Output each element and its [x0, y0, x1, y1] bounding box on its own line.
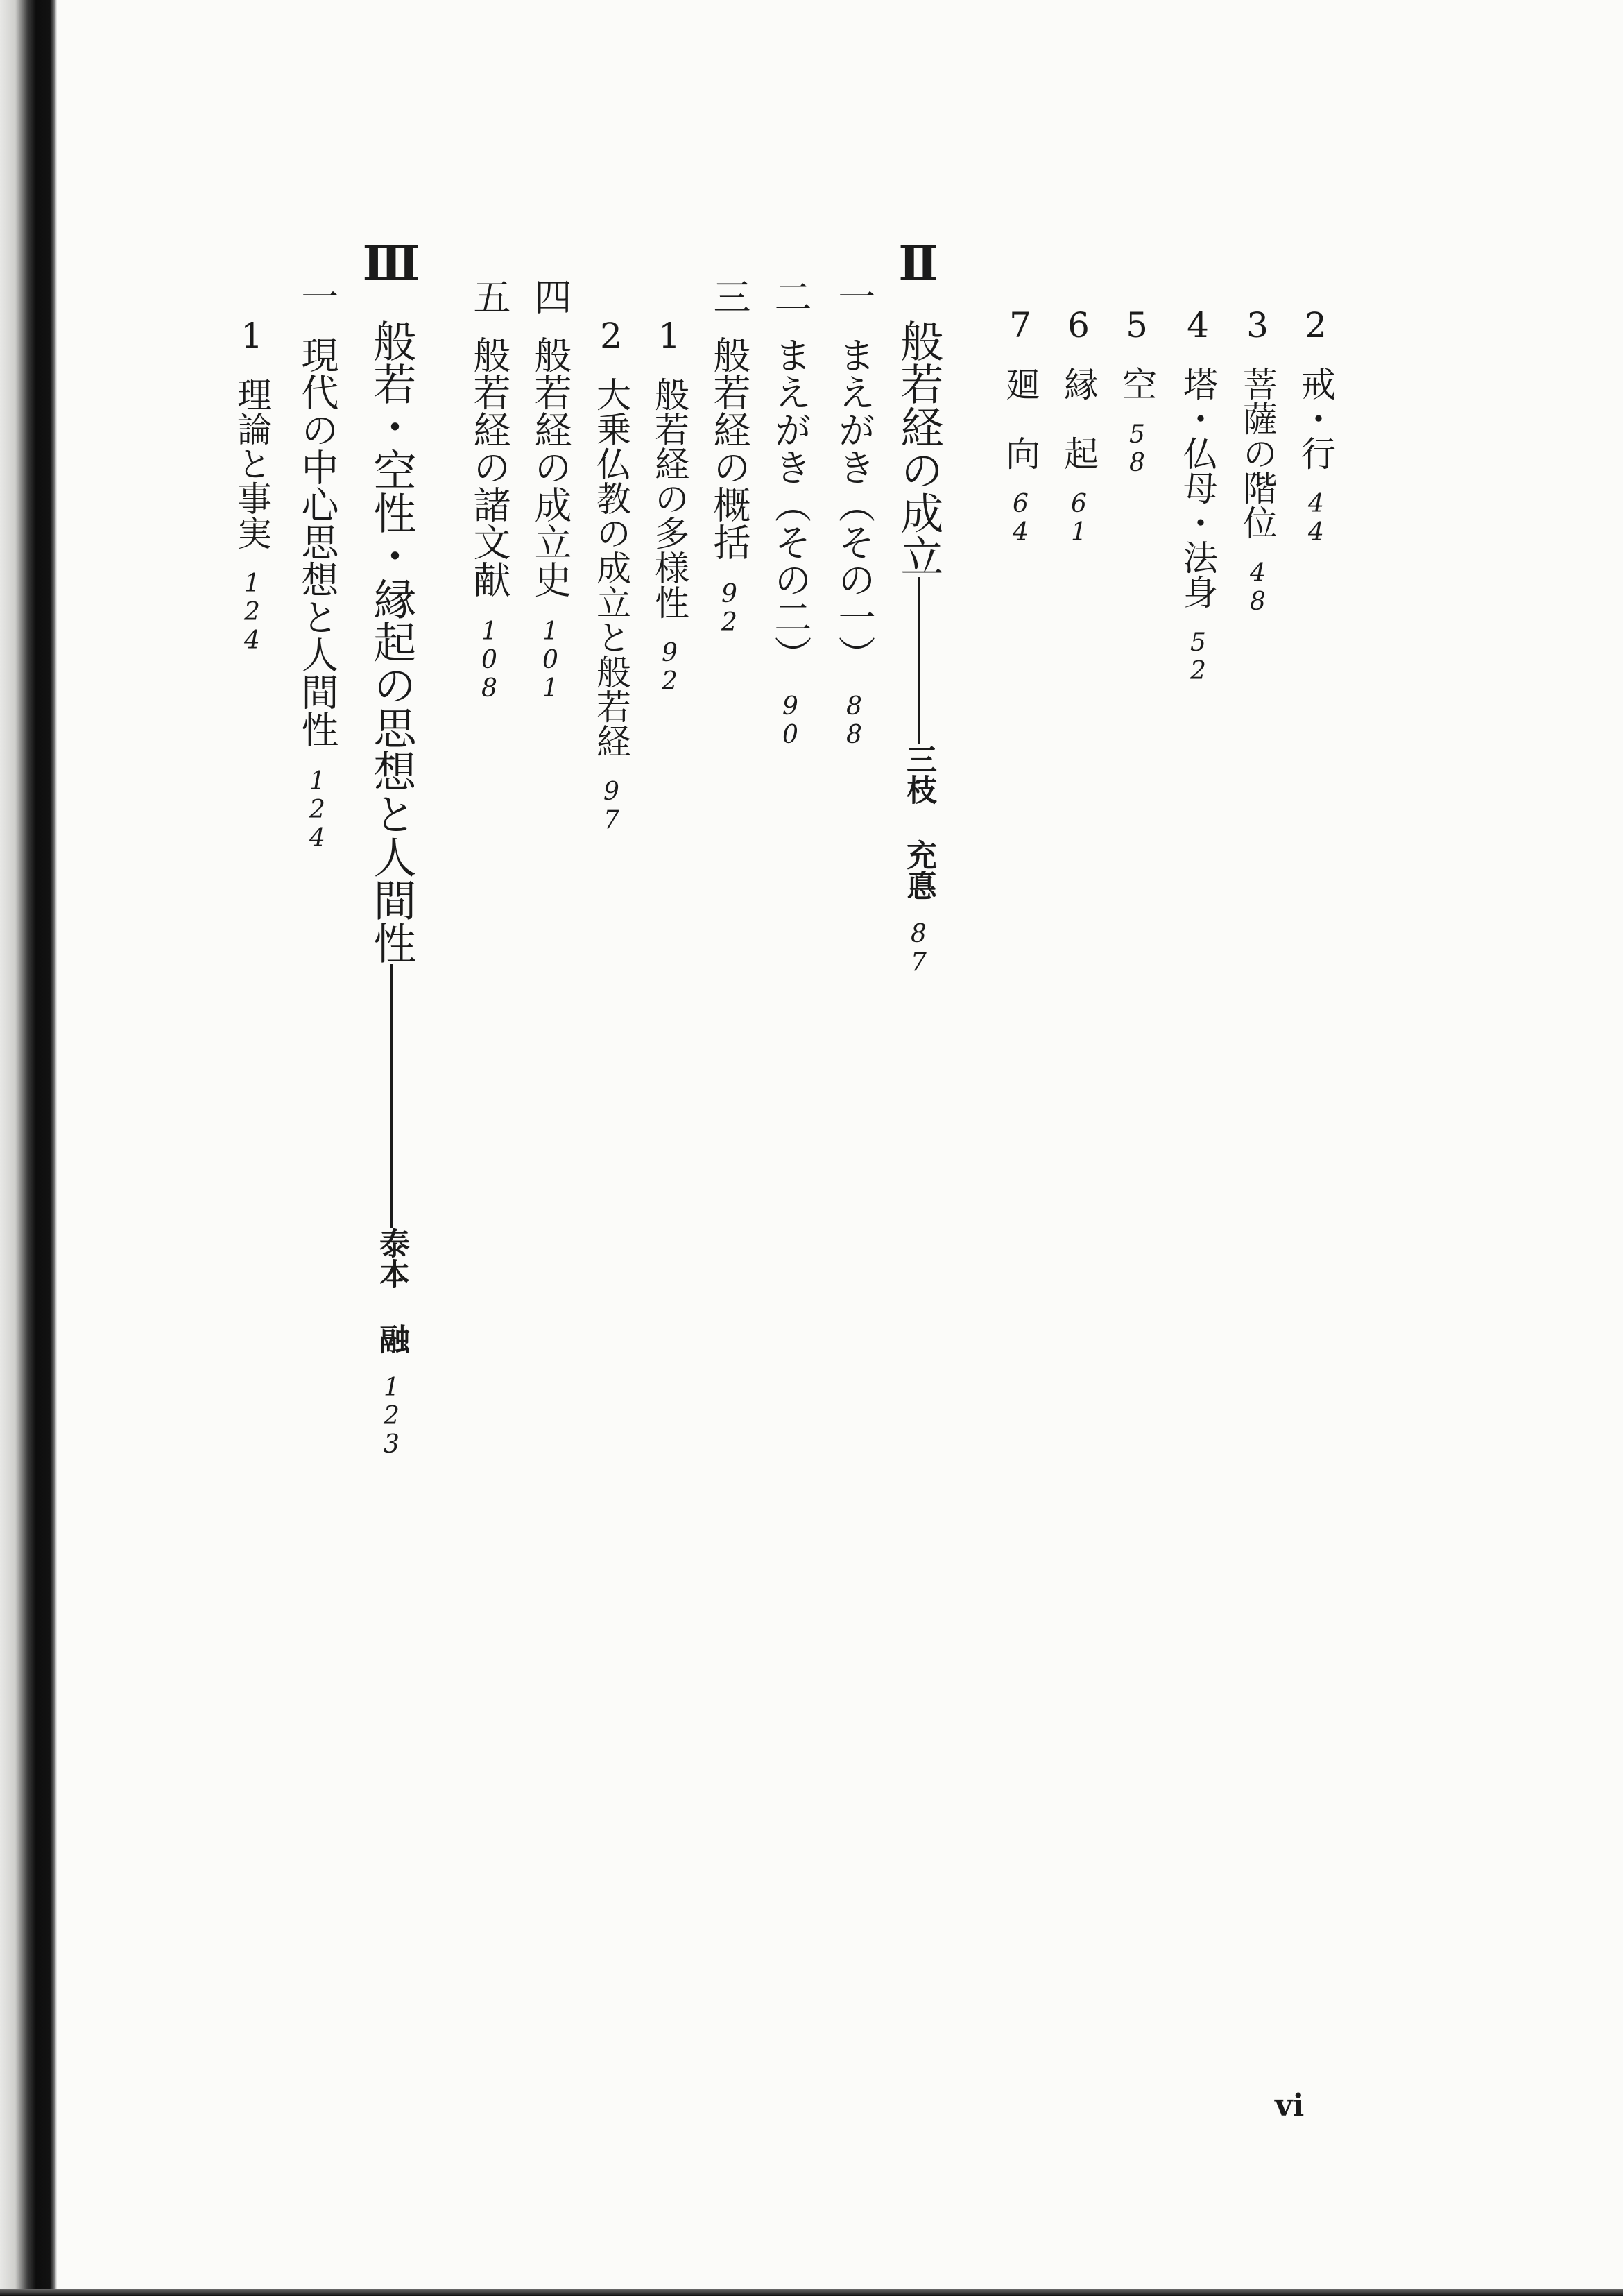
toc-item — [1296, 305, 1336, 547]
section-page: 88 — [840, 692, 868, 749]
toc-subsection — [232, 316, 272, 655]
section-title: 現代の中心思想と人間性 — [295, 336, 339, 748]
section-title: 般若経の諸文献 — [467, 336, 511, 598]
toc-section — [707, 277, 751, 637]
toc-item — [1117, 305, 1157, 477]
part-page: 87 — [904, 920, 933, 977]
item-number: 2 — [1296, 305, 1336, 345]
section-page: 124 — [303, 767, 332, 853]
section-numeral: 三 — [707, 277, 751, 315]
toc-item — [1237, 305, 1278, 616]
item-page: 48 — [1244, 559, 1272, 616]
subsection-number: 1 — [649, 316, 689, 356]
section-numeral: 五 — [467, 277, 511, 315]
item-title: 空 — [1117, 366, 1157, 401]
item-number: 3 — [1237, 305, 1278, 345]
subsection-page: 124 — [238, 569, 266, 655]
section-title: まえがき（その一） — [832, 336, 876, 673]
item-page: 64 — [1006, 490, 1035, 547]
part-numeral: Ⅲ — [363, 236, 419, 291]
section-numeral: 二 — [768, 277, 812, 315]
section-numeral: 一 — [832, 277, 876, 315]
item-page: 44 — [1302, 490, 1330, 547]
title-dash — [918, 577, 920, 744]
subsection-title: 大乗仏教の成立と般若経 — [591, 377, 631, 758]
section-page: 90 — [776, 692, 805, 749]
toc-item — [1058, 305, 1099, 547]
author-given-name: 融 — [374, 1323, 409, 1354]
item-title: 菩薩の階位 — [1237, 366, 1278, 540]
author-family-name: 泰本 — [374, 1228, 409, 1289]
section-page: 108 — [475, 617, 504, 703]
subsection-page: 97 — [597, 778, 626, 834]
part-title: 般若経の成立 — [893, 319, 944, 577]
part-heading — [363, 236, 419, 1459]
section-page: 101 — [536, 617, 565, 703]
subsection-page: 92 — [655, 639, 684, 696]
item-page: 61 — [1065, 490, 1093, 547]
section-title: 般若経の概括 — [707, 336, 751, 560]
item-title: 廻 向 — [1000, 366, 1040, 470]
page-folio: vi — [1275, 2088, 1305, 2123]
subsection-number: 2 — [591, 316, 631, 356]
item-number: 5 — [1117, 305, 1157, 345]
item-number: 6 — [1058, 305, 1099, 345]
section-title: 般若経の成立史 — [529, 336, 572, 598]
subsection-title: 理論と事実 — [232, 377, 272, 550]
part-page: 123 — [377, 1373, 406, 1459]
part-title: 般若・空性・縁起の思想と人間性 — [366, 319, 417, 964]
item-page: 58 — [1123, 420, 1151, 477]
toc-section — [295, 277, 339, 853]
author-family-name: 三枝 — [901, 744, 936, 805]
item-page: 52 — [1184, 628, 1212, 685]
subsection-number: 1 — [232, 316, 272, 356]
section-page: 92 — [715, 580, 744, 637]
title-dash — [390, 964, 393, 1228]
toc-section — [832, 277, 876, 749]
section-numeral: 四 — [529, 277, 572, 315]
part-numeral: Ⅱ — [891, 236, 946, 291]
toc-section — [768, 277, 812, 749]
section-title: まえがき（その二） — [768, 336, 812, 673]
toc-subsection — [591, 316, 631, 834]
toc-section — [529, 277, 572, 703]
toc-item — [1178, 305, 1218, 685]
author-given-name: 充悳 — [901, 839, 936, 900]
item-title: 縁 起 — [1058, 366, 1099, 470]
book-spine-shadow — [0, 0, 57, 2296]
item-number: 4 — [1178, 305, 1218, 345]
scan-bottom-edge — [0, 2289, 1623, 2296]
item-title: 塔・仏母・法身 — [1178, 366, 1218, 609]
toc-section — [467, 277, 511, 703]
item-title: 戒・行 — [1296, 366, 1336, 470]
toc-item — [1000, 305, 1040, 547]
toc-subsection — [649, 316, 689, 696]
part-heading — [891, 236, 946, 977]
subsection-title: 般若経の多様性 — [649, 377, 689, 619]
section-numeral: 一 — [295, 277, 339, 315]
item-number: 7 — [1000, 305, 1040, 345]
